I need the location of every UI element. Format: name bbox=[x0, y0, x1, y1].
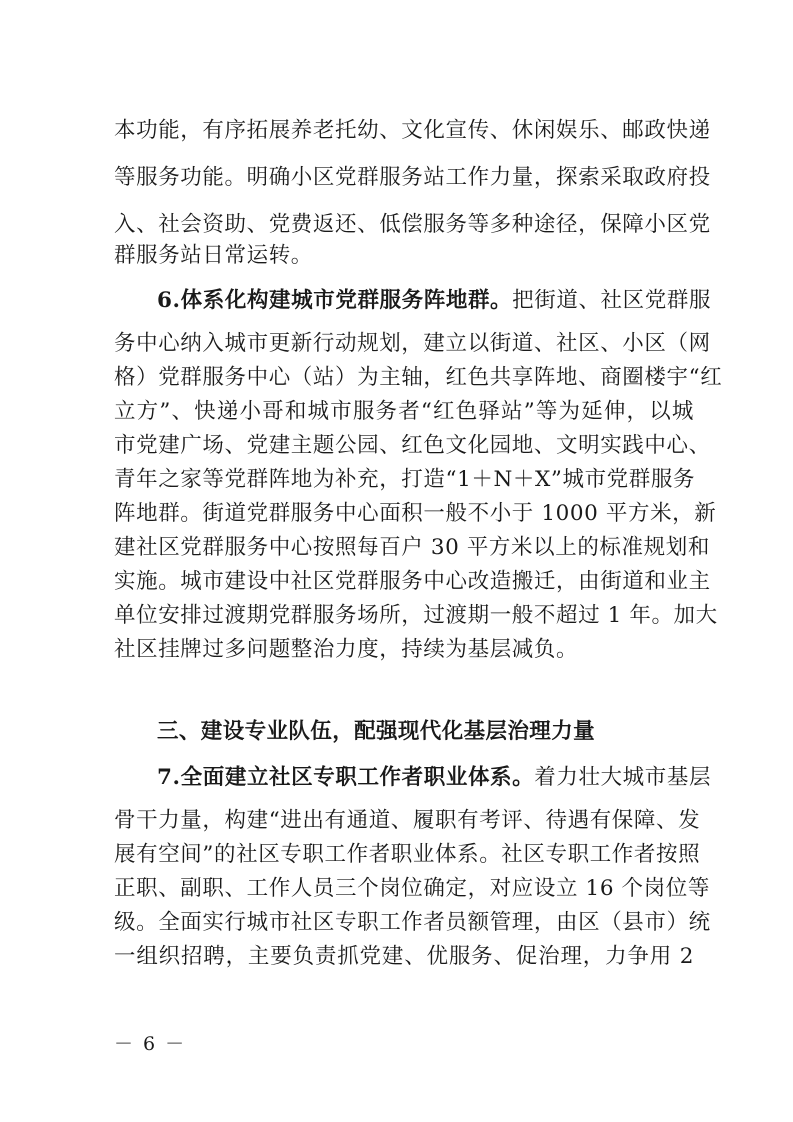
body-line: 青年之家等党群阵地为补充，打造“1＋N＋X”城市党群服务 bbox=[114, 467, 696, 492]
item-7-title: 7.全面建立社区专职工作者职业体系。 bbox=[157, 765, 535, 790]
body-line: 级。全面实行城市社区专职工作者员额管理，由区（县市）统 bbox=[114, 910, 711, 935]
body-line: 格）党群服务中心（站）为主轴，红色共享阵地、商圈楼宇“红 bbox=[114, 365, 723, 390]
item-7-text: 着力壮大城市基层 bbox=[534, 765, 712, 790]
body-line: 展有空间”的社区专职工作者职业体系。社区专职工作者按照 bbox=[114, 842, 701, 867]
body-line: 实施。城市建设中社区党群服务中心改造搬迁，由街道和业主 bbox=[114, 569, 711, 594]
body-line: 单位安排过渡期党群服务场所，过渡期一般不超过 1 年。加大 bbox=[114, 603, 718, 628]
body-line: 阵地群。街道党群服务中心面积一般不小于 1000 平方米，新 bbox=[114, 501, 717, 526]
item-6-text: 把街道、社区党群服 bbox=[512, 288, 712, 313]
body-line: 务中心纳入城市更新行动规划，建立以街道、社区、小区（网 bbox=[114, 331, 711, 356]
body-line: 骨干力量，构建“进出有通道、履职有考评、待遇有保障、发 bbox=[114, 808, 701, 833]
body-line: 立方”、快递小哥和城市服务者“红色驿站”等为延伸，以城 bbox=[114, 399, 694, 424]
body-line: 建社区党群服务中心按照每百户 30 平方米以上的标准规划和 bbox=[114, 535, 710, 560]
section-3-heading: 三、建设专业队伍，配强现代化基层治理力量 bbox=[157, 719, 596, 744]
body-line: 一组织招聘，主要负责抓党建、优服务、促治理，力争用 2 bbox=[114, 944, 694, 969]
body-line: 本功能，有序拓展养老托幼、文化宣传、休闲娱乐、邮政快递 bbox=[114, 118, 711, 143]
item-7-line bbox=[157, 764, 712, 792]
body-line: 社区挂牌过多问题整治力度，持续为基层减负。 bbox=[114, 637, 579, 662]
body-line: 正职、副职、工作人员三个岗位确定，对应设立 16 个岗位等 bbox=[114, 876, 710, 901]
body-line: 入、社会资助、党费返还、低偿服务等多种途径，保障小区党 bbox=[114, 212, 711, 237]
item-6-title: 6.体系化构建城市党群服务阵地群。 bbox=[157, 288, 513, 313]
body-line: 市党建广场、党建主题公园、红色文化园地、文明实践中心、 bbox=[114, 433, 711, 458]
item-6-line bbox=[157, 287, 712, 315]
page-number: － 6 － bbox=[114, 1033, 187, 1055]
body-line: 群服务站日常运转。 bbox=[114, 243, 313, 268]
body-line: 等服务功能。明确小区党群服务站工作力量，探索采取政府投 bbox=[114, 165, 711, 190]
